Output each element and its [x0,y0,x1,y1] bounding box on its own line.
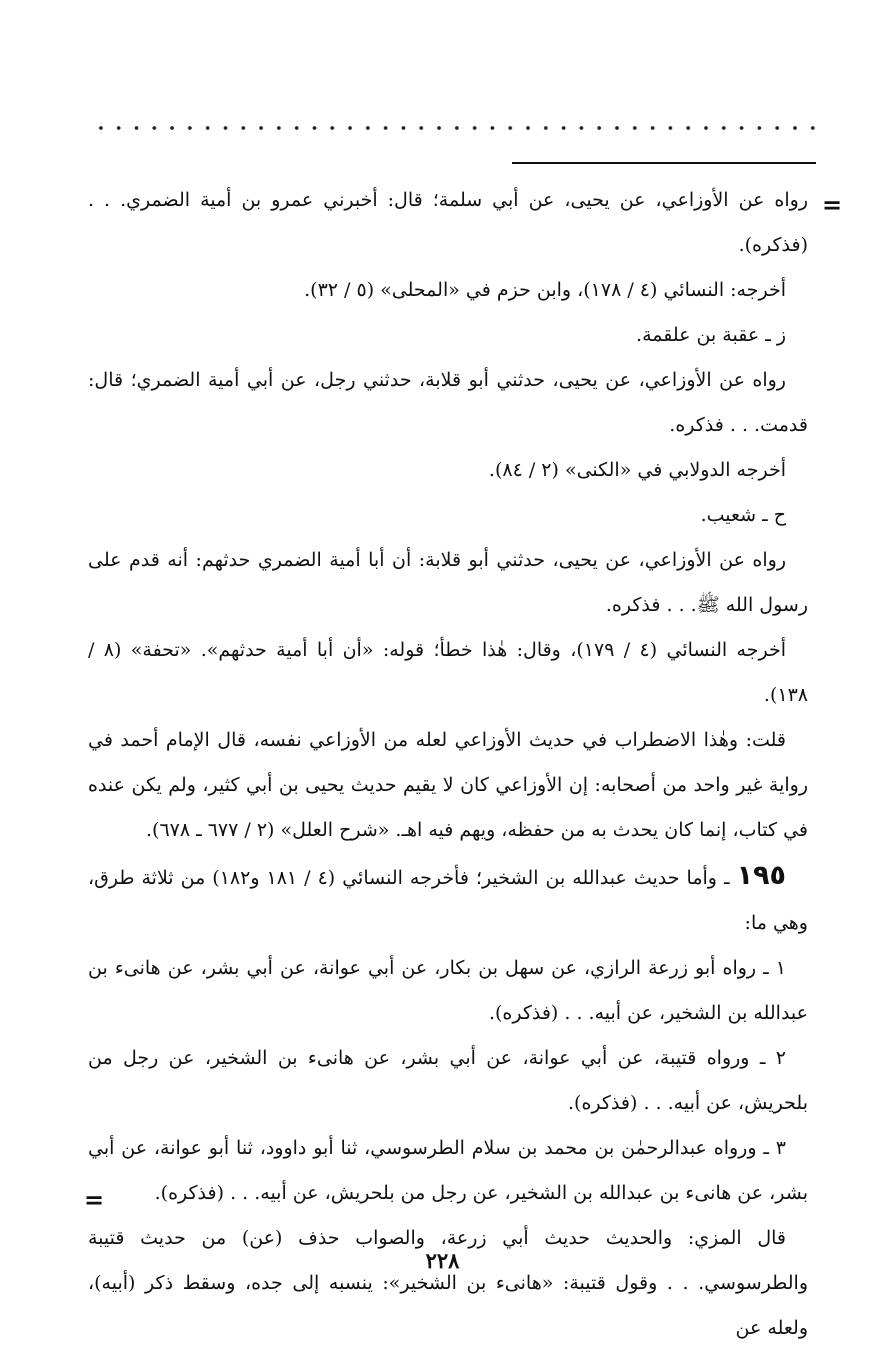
paragraph: ز ـ عقبة بن علقمة. [636,324,786,346]
dotted-separator [92,122,817,134]
paragraph: ٣ ـ ورواه عبدالرحمٰن بن محمد بن سلام الطرسوسي، ثنا أبو داوود، ثنا أبو عوانة، عن أبي بشر، عن هانىء بن عبدالله بن الشخير، عن رجل من بلحريش، عن أبيه. . . (فذكره). [88,1137,808,1204]
paragraph: رواه عن الأوزاعي، عن يحيى، عن أبي سلمة؛ قال: أخبرني عمرو بن أمية الضمري. . . (فذكره). [88,189,808,256]
paragraph: أخرجه النسائي (٤ / ١٧٩)، وقال: هٰذا خطأ؛ قوله: «أن أبا أمية حدثهم». «تحفة» (٨ / ١٣٨). [88,639,808,706]
paragraph: أخرجه: النسائي (٤ / ١٧٨)، وابن حزم في «المحلى» (٥ / ٣٢). [304,279,786,301]
paragraph-195-text: ـ وأما حديث عبدالله بن الشخير؛ فأخرجه النسائي (٤ / ١٨١ و١٨٢) من ثلاثة طرق، وهي ما: [88,867,808,934]
paragraph: رواه عن الأوزاعي، عن يحيى، حدثني أبو قلابة: أن أبا أمية الضمري حدثهم: أنه قدم على رسول الله ﷺ. . . فذكره. [88,549,808,616]
paragraph: رواه عن الأوزاعي، عن يحيى، حدثني أبو قلابة، حدثني رجل، عن أبي أمية الضمري؛ قال: قدمت. . . فذكره. [88,369,808,436]
continuation-mark-bottom: = [84,1185,105,1214]
footnote-rule [512,162,816,164]
paragraph-195 [88,853,808,946]
paragraph: ح ـ شعيب. [700,504,786,526]
item-number-195: ١٩٥ [736,860,787,891]
paragraph: أخرجه الدولابي في «الكنى» (٢ / ٨٤). [488,459,786,481]
page-number: ٢٢٨ [425,1248,460,1273]
paragraph: قلت: وهٰذا الاضطراب في حديث الأوزاعي لعله من الأوزاعي نفسه، قال الإمام أحمد في رواية غير واحد من أصحابه: إن الأوزاعي كان لا يقيم حديث يحيى بن أبي كثير، ولم يكن عنده في كتاب، إنما كان يحدث به من حفظه، ويهم فيه اهـ. «شرح العلل» (٢ / ٦٧٧ ـ ٦٧٨). [88,729,808,841]
paragraph: قال المزي: والحديث حديث أبي زرعة، والصواب حذف (عن) من حديث قتيبة والطرسوسي. . . وقول قتيبة: «هانىء بن الشخير»: ينسبه إلى جده، وسقط ذكر (أبيه)، ولعله عن [88,1227,808,1339]
paragraph: ٢ ـ ورواه قتيبة، عن أبي عوانة، عن أبي بشر، عن هانىء بن الشخير، عن رجل من بلحريش، عن أبيه. . . (فذكره). [88,1047,808,1114]
body-text [88,178,808,1351]
continuation-mark-top: = [822,190,843,219]
paragraph: ١ ـ رواه أبو زرعة الرازي، عن سهل بن بكار، عن أبي عوانة، عن أبي بشر، عن هانىء بن عبدالله بن الشخير، عن أبيه. . . (فذكره). [88,957,808,1024]
